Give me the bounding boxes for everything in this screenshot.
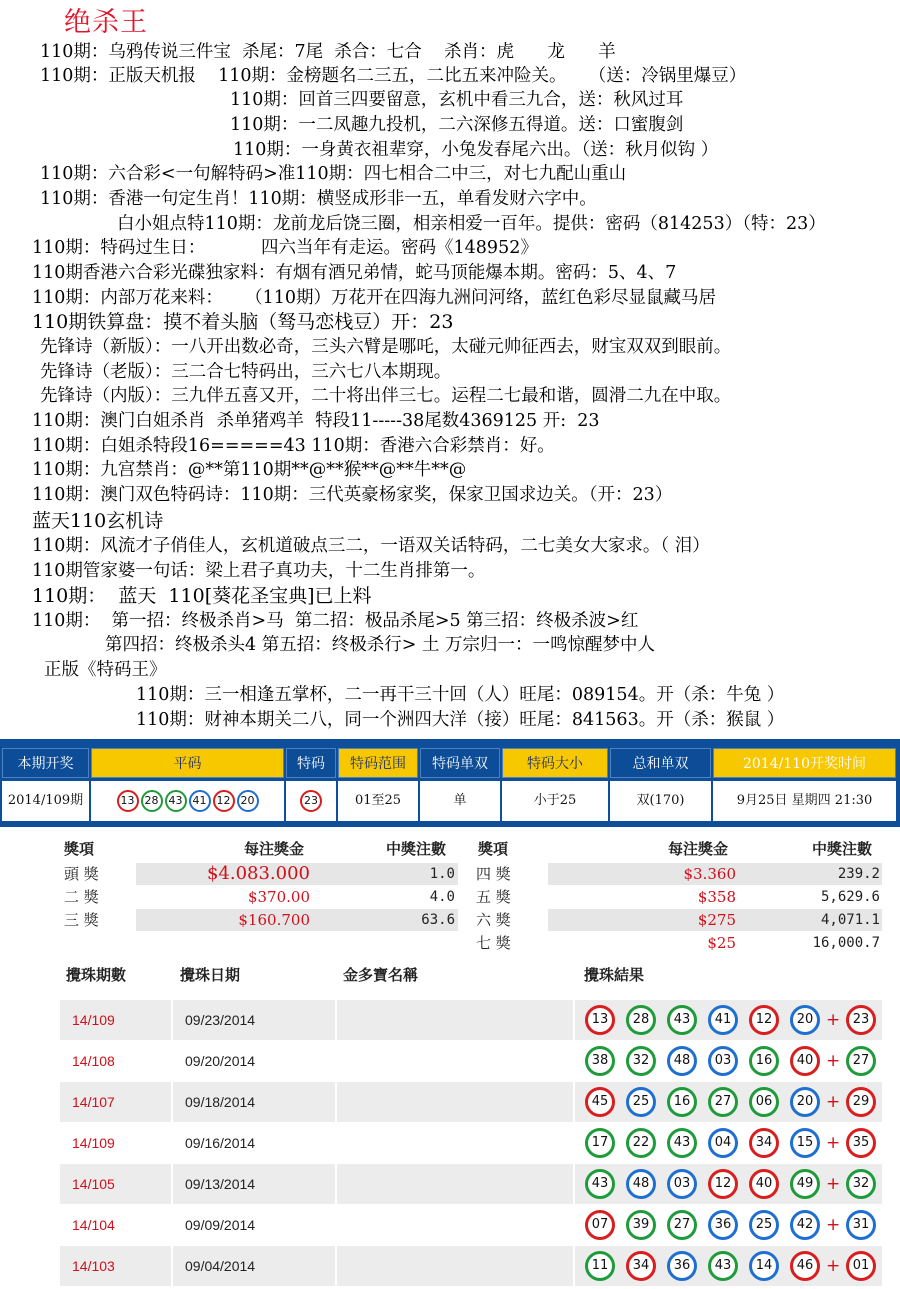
prize-header-count-2: 中獎注數	[812, 840, 873, 858]
result-period: 14/109	[60, 1000, 171, 1040]
prize-amount: $3.360	[683, 865, 736, 883]
result-ball: 22	[626, 1128, 656, 1158]
prediction-line: 第四招：终极杀头4 第五招：终极杀行> 土 万宗归一：一鸣惊醒梦中人	[105, 635, 655, 655]
normal-balls	[91, 781, 284, 821]
prize-row	[476, 863, 882, 885]
result-date: 09/04/2014	[173, 1246, 335, 1286]
result-ball: 15	[790, 1128, 820, 1158]
result-ball: 11	[585, 1251, 615, 1281]
prediction-line: 110期：一身黄衣祖辈穿，小兔发春尾六出。（送：秋月似钩 ）	[233, 140, 719, 160]
prediction-line: 110期：六合彩<一句解特码>准110期：四七相合二中三，对七九配山重山	[40, 164, 627, 184]
result-date: 09/18/2014	[173, 1082, 335, 1122]
result-ball: 25	[749, 1210, 779, 1240]
prize-count: 63.6	[421, 912, 455, 928]
prize-header-amount-2: 每注獎金	[668, 840, 729, 858]
result-jackpot	[337, 1123, 573, 1163]
result-jackpot	[337, 1000, 573, 1040]
prize-name: 七 獎	[476, 934, 511, 952]
results-header-balls: 攪珠結果	[584, 966, 645, 984]
prize-row	[64, 863, 458, 885]
result-ball: 27	[708, 1087, 738, 1117]
prediction-line: 110期：香港一句定生肖！110期：横竖成形非一五，单看发财六字中。	[40, 189, 597, 209]
header-range: 特码范围	[338, 748, 418, 778]
prize-count: 1.0	[429, 866, 455, 882]
result-period: 14/108	[72, 1053, 115, 1069]
plus-icon: +	[826, 1174, 841, 1194]
prize-count: 4.0	[429, 889, 455, 905]
sum-odd-even: 双(170)	[610, 781, 711, 821]
prize-amount: $4.083.000	[206, 863, 310, 884]
prize-count: 5,629.6	[820, 889, 880, 905]
normal-ball: 43	[165, 790, 187, 812]
prize-name: 二 獎	[64, 888, 99, 906]
result-ball: 48	[626, 1169, 656, 1199]
page-title: 绝杀王	[64, 7, 148, 38]
prediction-line: 110期管家婆一句话：梁上君子真功夫，十二生肖排第一。	[32, 561, 486, 581]
result-ball: 43	[708, 1251, 738, 1281]
prize-name: 四 獎	[476, 865, 511, 883]
prize-amount: $358	[697, 888, 736, 906]
special-size: 小于25	[502, 781, 608, 821]
prize-row	[64, 886, 458, 908]
header-size: 特码大小	[502, 748, 608, 778]
result-ball: 03	[708, 1046, 738, 1076]
prediction-line: 110期：内部万花来料： （110期）万花开在四海九洲问河络，蓝红色彩尽显鼠藏马居	[32, 288, 717, 308]
prize-name: 頭 獎	[64, 865, 99, 883]
result-balls	[575, 1246, 882, 1286]
special-ball: 23	[300, 790, 322, 812]
result-ball: 42	[790, 1210, 820, 1240]
result-ball: 41	[708, 1005, 738, 1035]
result-ball: 12	[749, 1005, 779, 1035]
prize-row	[64, 909, 458, 931]
result-row	[60, 1123, 882, 1163]
prediction-line: 蓝天110玄机诗	[32, 510, 164, 532]
plus-icon: +	[826, 1010, 841, 1030]
result-row	[60, 1000, 882, 1040]
prize-row	[476, 932, 882, 954]
plus-icon: +	[826, 1215, 841, 1235]
result-ball: 04	[708, 1128, 738, 1158]
result-balls	[575, 1164, 882, 1204]
result-jackpot	[337, 1082, 573, 1122]
result-ball: 34	[749, 1128, 779, 1158]
prize-row	[476, 909, 882, 931]
prediction-line: 正版《特码王》	[44, 660, 167, 680]
result-special-ball: 23	[846, 1005, 876, 1035]
prediction-line: 110期：三一相逢五掌杯，二一再干三十回（人）旺尾：089154。开（杀：牛兔 ）	[136, 685, 785, 705]
plus-icon: +	[826, 1256, 841, 1276]
prize-header-count: 中獎注數	[386, 840, 447, 858]
prize-amount: $275	[697, 911, 736, 929]
result-special-ball: 01	[846, 1251, 876, 1281]
result-balls	[575, 1082, 882, 1122]
header-normal: 平码	[91, 748, 284, 778]
result-balls	[575, 1205, 882, 1245]
result-row	[60, 1041, 882, 1081]
prediction-line: 110期： 蓝天 110[葵花圣宝典]已上料	[32, 585, 372, 607]
result-ball: 39	[626, 1210, 656, 1240]
result-special-ball: 27	[846, 1046, 876, 1076]
result-row	[60, 1246, 882, 1286]
result-ball: 46	[790, 1251, 820, 1281]
prediction-line: 先锋诗（内版）：三九伴五喜又开，二十将出伴三七。运程二七最和谐，圆滑二九在中取。	[40, 386, 732, 406]
prediction-line: 先锋诗（老版）：三二合七特码出，三六七八本期现。	[40, 362, 452, 382]
prediction-line: 110期：风流才子俏佳人，玄机道破点三二，一语双关话特码，二七美女大家求。（ 泪）	[32, 536, 710, 556]
result-ball: 36	[667, 1251, 697, 1281]
result-ball: 27	[667, 1210, 697, 1240]
prediction-line: 110期：一二凤趣九投机，二六深修五得道。送：口蜜腹剑	[230, 115, 684, 135]
result-ball: 16	[667, 1087, 697, 1117]
result-period: 14/105	[60, 1164, 171, 1204]
normal-ball: 41	[189, 790, 211, 812]
draw-table	[0, 739, 900, 827]
result-date: 09/20/2014	[185, 1053, 256, 1069]
prize-amount: $160.700	[238, 911, 310, 929]
draw-period: 2014/109期	[2, 781, 89, 821]
result-ball: 20	[790, 1005, 820, 1035]
result-ball: 36	[708, 1210, 738, 1240]
next-draw-time: 9月25日 星期四 21:30	[713, 781, 896, 821]
prize-amount: $25	[707, 934, 736, 952]
prediction-line: 110期： 第一招：终极杀肖>马 第二招：极品杀尾>5 第三招：终极杀波>红	[32, 611, 639, 631]
result-ball: 43	[667, 1128, 697, 1158]
prediction-line: 110期香港六合彩光碟独家料：有烟有酒兄弟情，蛇马顶能爆本期。密码：5、4、7	[32, 263, 677, 283]
result-date: 09/23/2014	[173, 1000, 335, 1040]
result-ball: 16	[749, 1046, 779, 1076]
result-special-ball: 29	[846, 1087, 876, 1117]
result-ball: 43	[585, 1169, 615, 1199]
prize-count: 16,000.7	[812, 935, 880, 951]
result-jackpot	[337, 1164, 573, 1204]
prediction-line: 110期：九宫禁肖：@**第110期**@**猴**@**牛**@	[32, 460, 467, 480]
header-special: 特码	[286, 748, 336, 778]
header-odd-even: 特码单双	[420, 748, 500, 778]
result-ball: 43	[667, 1005, 697, 1035]
header-next-time: 2014/110开奖时间	[713, 748, 896, 778]
result-ball: 40	[749, 1169, 779, 1199]
result-balls	[575, 1041, 882, 1081]
result-ball: 40	[790, 1046, 820, 1076]
prediction-line: 110期：白姐杀特段16=====43 110期：香港六合彩禁肖：好。	[32, 436, 555, 456]
result-ball: 32	[626, 1046, 656, 1076]
result-date: 09/13/2014	[173, 1164, 335, 1204]
result-jackpot	[337, 1041, 573, 1081]
prediction-line: 110期：澳门白姐杀肖 杀单猪鸡羊 特段11-----38尾数4369125 开: 23	[32, 411, 600, 431]
result-period: 14/104	[72, 1217, 115, 1233]
prediction-line: 白小姐点特110期：龙前龙后饶三圈，相亲相爱一百年。提供：密码（814253）（特：23）	[117, 214, 826, 234]
results-header-jackpot: 金多寶名稱	[343, 966, 419, 984]
prediction-line: 110期：澳门双色特码诗：110期：三代英豪杨家奖，保家卫国求边关。（开：23）	[32, 485, 673, 505]
prize-name: 五 獎	[476, 888, 511, 906]
result-balls	[575, 1123, 882, 1163]
prize-row	[476, 886, 882, 908]
result-period: 14/103	[60, 1246, 171, 1286]
normal-ball: 28	[141, 790, 163, 812]
result-ball: 38	[585, 1046, 615, 1076]
prediction-line: 先锋诗（新版）：一八开出数必奇，三头六臂是哪吒，太碰元帅征西去，财宝双双到眼前。	[40, 337, 732, 357]
prize-amount: $370.00	[247, 888, 310, 906]
result-special-ball: 32	[846, 1169, 876, 1199]
result-date: 09/16/2014	[185, 1135, 256, 1151]
prize-count: 239.2	[837, 866, 880, 882]
result-ball: 06	[749, 1087, 779, 1117]
normal-ball: 13	[117, 790, 139, 812]
result-ball: 13	[585, 1005, 615, 1035]
prize-header-name-2: 獎項	[478, 840, 509, 858]
prediction-line: 110期：特码过生日： 四六当年有走运。密码《148952》	[32, 238, 538, 258]
result-ball: 20	[790, 1087, 820, 1117]
prize-count: 4,071.1	[820, 912, 880, 928]
special-odd-even: 单	[420, 781, 500, 821]
prize-header-name: 獎項	[64, 840, 95, 858]
result-ball: 12	[708, 1169, 738, 1199]
result-balls	[575, 1000, 882, 1040]
result-period: 14/109	[72, 1135, 115, 1151]
prediction-line: 110期：乌鸦传说三件宝 杀尾：7尾 杀合：七合 杀肖：虎 龙 羊	[40, 42, 616, 62]
result-jackpot	[337, 1246, 573, 1286]
result-ball: 07	[585, 1210, 615, 1240]
result-date: 09/09/2014	[185, 1217, 256, 1233]
plus-icon: +	[826, 1092, 841, 1112]
result-special-ball: 35	[846, 1128, 876, 1158]
result-row	[60, 1164, 882, 1204]
normal-ball: 12	[213, 790, 235, 812]
result-ball: 45	[585, 1087, 615, 1117]
prize-header-amount: 每注獎金	[244, 840, 305, 858]
special-ball-cell	[286, 781, 336, 821]
result-special-ball: 31	[846, 1210, 876, 1240]
result-ball: 17	[585, 1128, 615, 1158]
prize-name: 三 獎	[64, 911, 99, 929]
result-ball: 48	[667, 1046, 697, 1076]
result-row	[60, 1082, 882, 1122]
results-header-period: 攪珠期數	[66, 966, 127, 984]
plus-icon: +	[826, 1051, 841, 1071]
normal-ball: 20	[237, 790, 259, 812]
result-row	[60, 1205, 882, 1245]
result-ball: 25	[626, 1087, 656, 1117]
prize-name: 六 獎	[476, 911, 511, 929]
result-ball: 49	[790, 1169, 820, 1199]
result-ball: 34	[626, 1251, 656, 1281]
results-header-date: 攪珠日期	[180, 966, 241, 984]
header-sum-odd-even: 总和单双	[610, 748, 711, 778]
result-period: 14/107	[60, 1082, 171, 1122]
result-ball: 28	[626, 1005, 656, 1035]
prediction-line: 110期：正版天机报 110期：金榜题名二三五，二比五来冲险关。 （送：冷锅里爆豆）	[40, 66, 747, 86]
result-ball: 14	[749, 1251, 779, 1281]
header-this-draw: 本期开奖	[2, 748, 89, 778]
prediction-line: 110期：回首三四要留意，玄机中看三九合，送：秋风过耳	[230, 90, 684, 110]
prediction-line: 110期铁算盘：摸不着头脑（驽马恋栈豆）开：23	[32, 311, 454, 333]
plus-icon: +	[826, 1133, 841, 1153]
result-jackpot	[337, 1205, 573, 1245]
result-ball: 03	[667, 1169, 697, 1199]
special-range: 01至25	[338, 781, 418, 821]
prediction-line: 110期：财神本期关二八，同一个洲四大洋（接）旺尾：841563。开（杀：猴鼠 ）	[136, 710, 785, 730]
